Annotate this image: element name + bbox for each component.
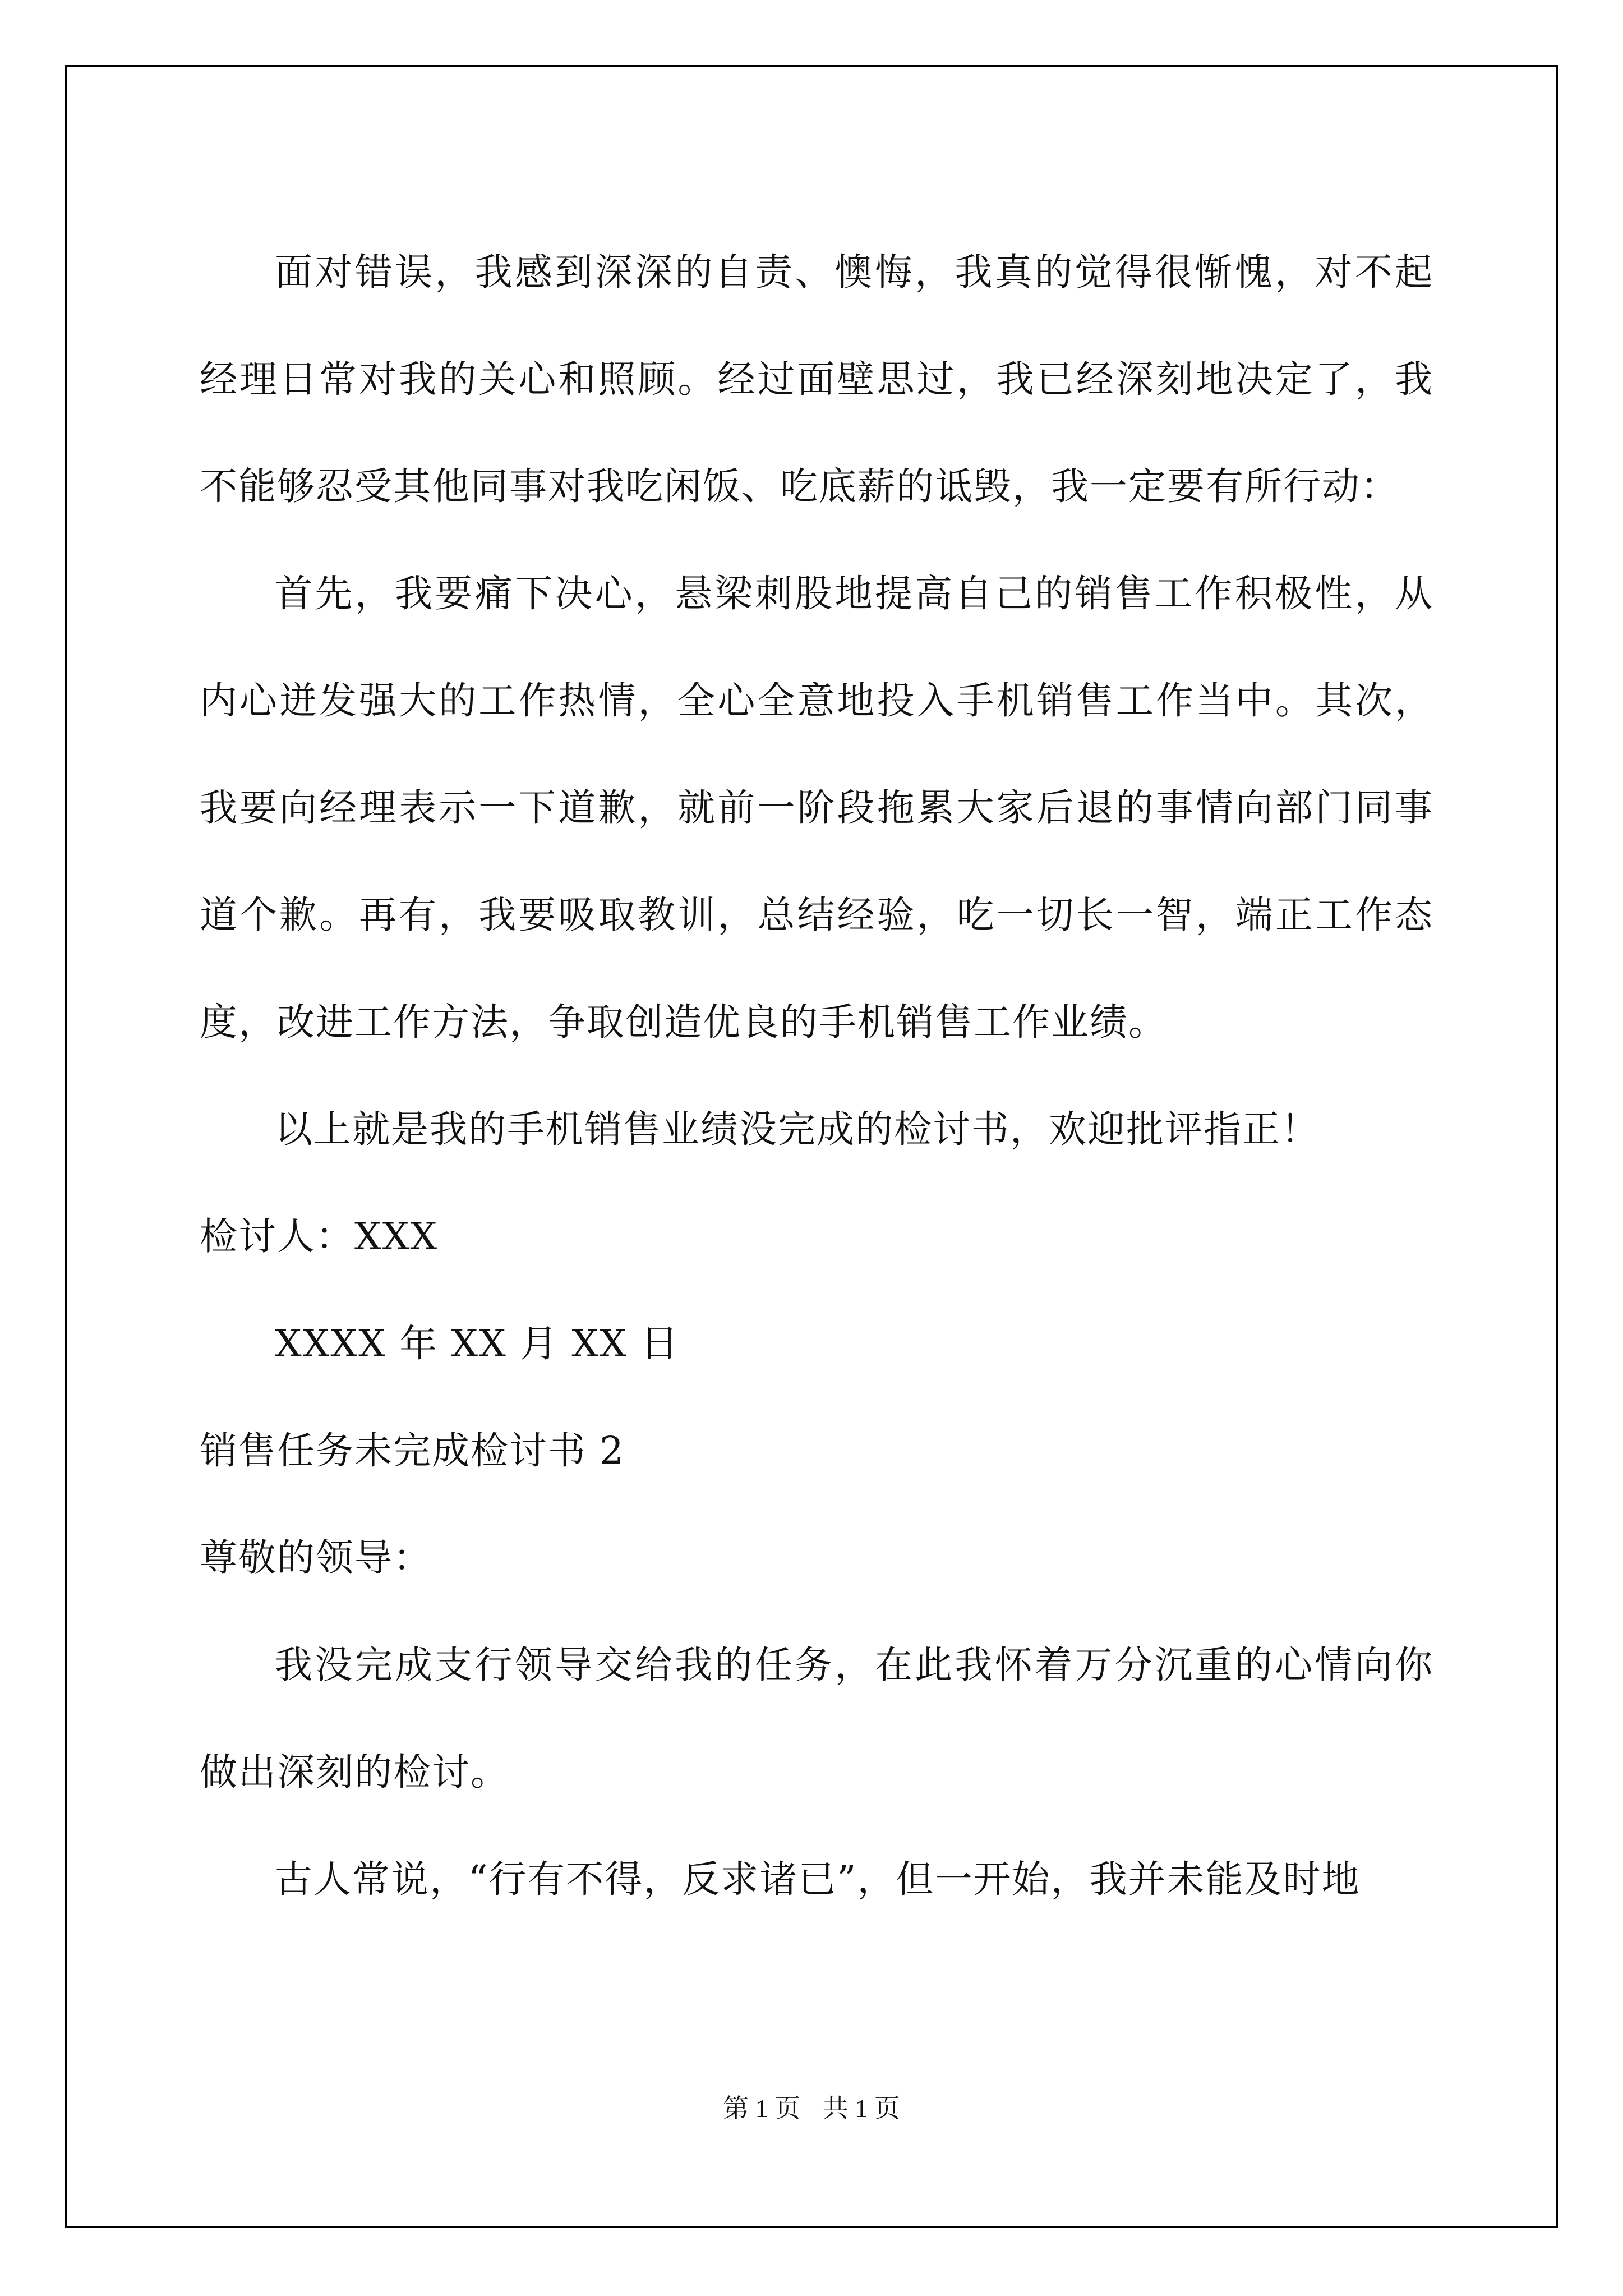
paragraph-quote: 古人常说，“行有不得，反求诸已”，但一开始，我并未能及时地	[275, 1857, 1361, 1901]
paragraph-apology: 面对错误，我感到深深的自责、懊悔，我真的觉得很惭愧，对不起经理日常对我的关心和照顾。经过面壁思过，我已经深刻地决定了，我不能够忍受其他同事对我吃闲饭、吃底薪的诋毁，我一定要有所行动：	[200, 250, 1433, 508]
date: XXXX 年 XX 月 XX 日	[275, 1322, 680, 1365]
paragraph-conclusion: 以上就是我的手机销售业绩没完成的检讨书，欢迎批评指正！	[275, 1107, 1320, 1151]
section-title: 销售任务未完成检讨书 2	[200, 1429, 625, 1473]
page-total: 共 1 页	[822, 2094, 900, 2123]
paragraph-action-plan: 首先，我要痛下决心，悬梁刺股地提高自己的销售工作积极性，从内心迸发强大的工作热情，全心全意地投入手机销售工作当中。其次，我要向经理表示一下道歉，就前一阶段拖累大家后退的事情向部门同事道个歉。再有，我要吸取教训，总结经验，吃一切长一智，端正工作态度，改进工作方法，争取创造优良的手机销售工作业绩。	[200, 572, 1433, 1044]
paragraph-task: 我没完成支行领导交给我的任务，在此我怀着万分沉重的心情向你做出深刻的检讨。	[200, 1643, 1433, 1794]
signer: 检讨人：XXX	[200, 1214, 439, 1258]
page-number: 第 1 页	[723, 2094, 801, 2123]
salutation: 尊敬的领导：	[200, 1536, 432, 1580]
document-body	[200, 219, 1433, 1933]
page-footer	[0, 2088, 1623, 2125]
